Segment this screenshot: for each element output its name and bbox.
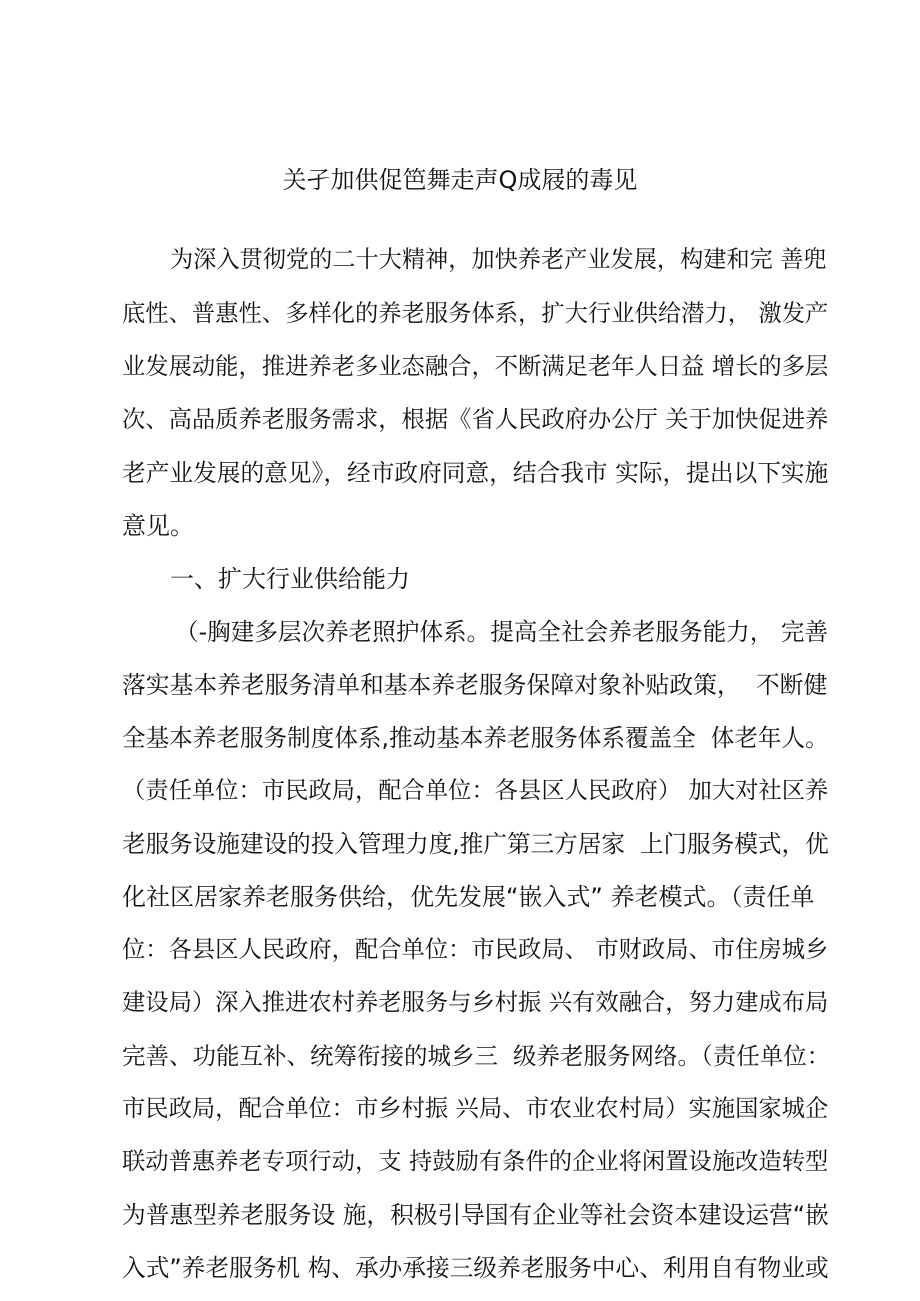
body-line: 入式”养老服务机 构、承办承接三级养老服务中心、利用自有物业或: [122, 1254, 829, 1282]
body-line: 完善、功能互补、统筹衔接的城乡三 级养老服务网络。（责任单位：: [122, 1042, 831, 1070]
document-title: 关孑加供促笆舞走声Q成屐的毒见: [282, 166, 638, 194]
body-line: 全基本养老服务制度体系,推动基本养老服务体系覆盖全 体老年人。: [122, 724, 829, 752]
body-line: 为深入贯彻党的二十大精神，加快养老产业发展，构建和完 善兜: [170, 246, 827, 273]
body-line: （-胸建多层次养老照护体系。提高全社会养老服务能力， 完善: [175, 618, 829, 646]
body-line: 市民政局，配合单位：市乡村振 兴局、市农业农村局）实施国家城企: [122, 1095, 829, 1122]
body-line: 位：各县区人民政府，配合单位：市民政局、 市财政局、市住房城乡: [122, 936, 829, 963]
body-line: 化社区居家养老服务供给，优先发展“嵌入式” 养老模式。（责任单: [122, 883, 815, 911]
body-line: 底性、普惠性、多样化的养老服务体系，扩大行业供给潜力， 激发产: [122, 300, 829, 327]
body-line: 落实基本养老服务清单和基本养老服务保障对象补贴政策， 不断健: [122, 671, 828, 699]
body-line: （责任单位：市民政局，配合单位：各县区人民政府） 加大对社区养: [122, 777, 829, 804]
body-line: 老服务设施建设的投入管理力度,推广第三方居家 上门服务模式，优: [122, 830, 829, 858]
body-line: 次、高品质养老服务需求，根据《省人民政府办公厅 关于加快促进养: [122, 406, 829, 433]
body-line: 业发展动能，推进养老多业态融合，不断满足老年人日益 增长的多层: [122, 353, 829, 380]
body-line: 意见。: [122, 512, 194, 540]
body-line: 为普惠型养老服务设 施，积极引导国有企业等社会资本建设运营“嵌: [122, 1201, 829, 1229]
section-heading: 一、扩大行业供给能力: [170, 565, 410, 593]
body-line: 老产业发展的意见》，经市政府同意，结合我市 实际，提出以下实施: [122, 459, 829, 487]
body-line: 联动普惠养老专项行动，支 持鼓励有条件的企业将闲置设施改造转型: [122, 1148, 829, 1175]
body-line: 建设局）深入推进农村养老服务与乡村振 兴有效融合，努力建成布局: [122, 989, 829, 1016]
